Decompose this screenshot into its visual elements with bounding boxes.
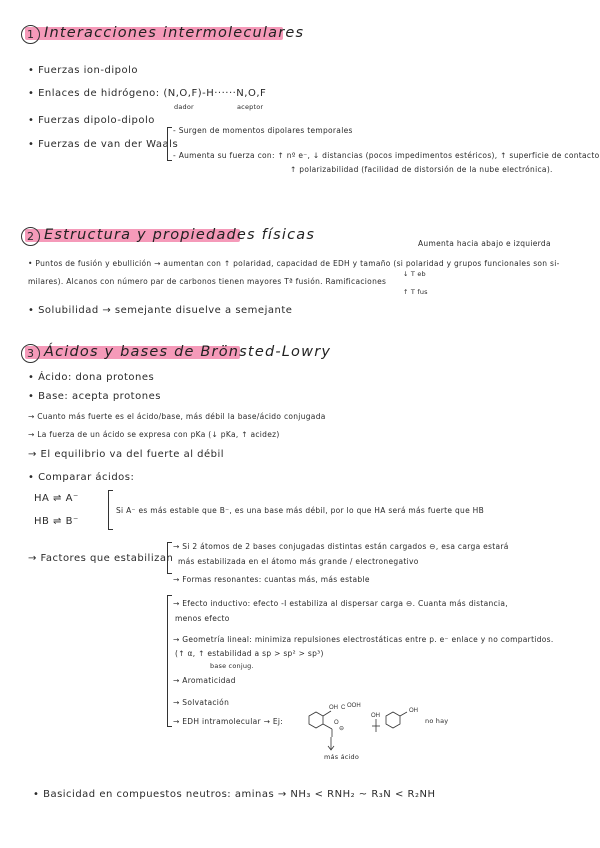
- factor-solvation: → Solvatación: [173, 698, 230, 707]
- s2-solubility: • Solubilidad → semejante disuelve a semejante: [28, 305, 293, 316]
- equilibrium-rule: → El equilibrio va del fuerte al débil: [28, 449, 225, 460]
- svg-text:C: C: [341, 705, 346, 711]
- factor-intramolecular-hbond: → EDH intramolecular → Ej:: [173, 717, 284, 726]
- item-hydrogen-bonds: • Enlaces de hidrógeno: (N,O,F)-H······N,O,F: [28, 88, 267, 99]
- factor-inductive: → Efecto inductivo: efecto -I estabiliza al dispersar carga ⊖. Cuanta más distancia,: [173, 599, 508, 608]
- s2-aside-note: Aumenta hacia abajo e izquierda: [418, 239, 551, 248]
- conjugate-base-note: base conjug.: [210, 662, 254, 670]
- svg-text:O: O: [334, 720, 339, 726]
- svg-text:OH: OH: [371, 713, 380, 719]
- compare-acids-rule: Si A⁻ es más estable que B⁻, es una base más débil, por lo que HA será más fuerte que HB: [116, 506, 485, 515]
- base-definition: • Base: acepta protones: [28, 391, 161, 402]
- factor-linear-geometry-cont: (↑ α, ↑ estabilidad a sp > sp² > sp³): [175, 649, 324, 658]
- s2-melting-boiling-1: • Puntos de fusión y ebullición → aumentan con ↑ polaridad, capacidad de EDH y tamaño (si polaridad y grupos funcionales son si-: [28, 259, 560, 268]
- factor-inductive-cont: menos efecto: [175, 614, 230, 623]
- more-acidic-label: más ácido: [324, 753, 360, 761]
- section-2-number: 2: [21, 227, 40, 246]
- item-dipolo-dipolo: • Fuerzas dipolo-dipolo: [28, 115, 155, 126]
- factor-linear-geometry: → Geometría lineal: minimiza repulsiones electrostáticas entre p. e⁻ enlace y no compartidos.: [173, 635, 554, 644]
- vdw-point-c: ↑ polarizabilidad (facilidad de distorsión de la nube electrónica).: [290, 165, 553, 174]
- section-1-number: 1: [21, 25, 40, 44]
- factor-atom-size: → Si 2 átomos de 2 bases conjugadas distintas están cargados ⊖, esa carga estará: [173, 542, 509, 551]
- branching-lower-boiling: ↓ T eb: [403, 270, 426, 278]
- factor-aromaticity: → Aromaticidad: [173, 676, 236, 685]
- item-ion-dipolo: • Fuerzas ion-dipolo: [28, 65, 138, 76]
- hb-donor-label: dador: [174, 103, 194, 111]
- branching-higher-melting: ↑ T fus: [403, 288, 428, 296]
- basicity-amines: • Basicidad en compuestos neutros: aminas → NH₃ < RNH₂ ~ R₃N < R₂NH: [33, 789, 436, 800]
- pka-rule: → La fuerza de un ácido se expresa con pKa (↓ pKa, ↑ acidez): [28, 430, 280, 439]
- section-2-title: Estructura y propiedades físicas: [44, 227, 316, 243]
- section-3-title: Ácidos y bases de Brönsted-Lowry: [44, 344, 332, 360]
- svg-text:OH: OH: [329, 705, 338, 711]
- factor-atom-size-cont: más estabilizada en el átomo más grande / electronegativo: [178, 557, 419, 566]
- section-3-number: 3: [21, 344, 40, 363]
- svg-text:OH: OH: [409, 708, 418, 714]
- hb-acceptor-label: aceptor: [237, 103, 264, 111]
- svg-text:OOH: OOH: [347, 703, 361, 709]
- factor-resonance: → Formas resonantes: cuantas más, más estable: [173, 575, 370, 584]
- equilibrium-hb: HB ⇌ B⁻: [34, 516, 79, 527]
- item-van-der-waals: • Fuerzas de van der Waals: [28, 139, 179, 150]
- equilibrium-ha: HA ⇌ A⁻: [34, 493, 79, 504]
- svg-text:⊖: ⊖: [339, 726, 345, 732]
- stabilizing-factors-heading: → Factores que estabilizan: [28, 553, 174, 564]
- compare-acids-heading: • Comparar ácidos:: [28, 472, 135, 483]
- s2-melting-boiling-2: milares). Alcanos con número par de carbonos tienen mayores Tª fusión. Ramificaciones: [28, 277, 387, 286]
- vdw-point-b: - Aumenta su fuerza con: ↑ nº e⁻, ↓ distancias (pocos impedimentos estéricos), ↑ superficie de contacto: [173, 151, 600, 160]
- section-1-title: Interacciones intermoleculares: [44, 25, 305, 41]
- acid-definition: • Ácido: dona protones: [28, 372, 155, 383]
- conjugate-strength-rule: → Cuanto más fuerte es el ácido/base, más débil la base/ácido conjugada: [28, 412, 326, 421]
- no-hbond-label: no hay: [425, 717, 449, 725]
- vdw-point-a: - Surgen de momentos dipolares temporales: [173, 126, 353, 135]
